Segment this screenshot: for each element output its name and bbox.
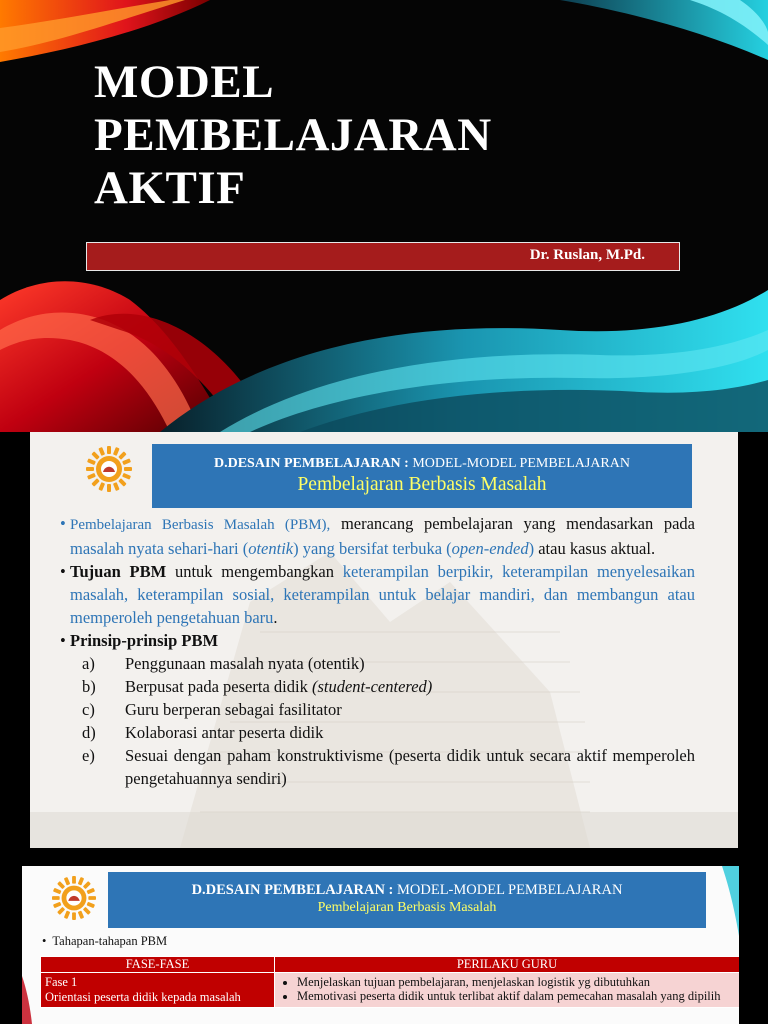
title-line-1: MODEL	[94, 56, 275, 108]
phases-label: • Tahapan-tahapan PBM	[42, 934, 168, 948]
principles-list	[70, 652, 695, 790]
table-row	[41, 973, 740, 1008]
title-line-2: PEMBELAJARAN	[94, 109, 492, 161]
column-header: PERILAKU GURU	[275, 957, 740, 973]
university-logo-icon	[86, 446, 132, 492]
list-item: e) Sesuai dengan paham konstruktivisme (peserta didik untuk secara aktif memperoleh pengetahuannya sendiri)	[82, 746, 695, 788]
university-logo-icon	[52, 876, 96, 920]
pbm-phases-slide	[22, 866, 739, 1024]
header-subtitle: Pembelajaran Berbasis Masalah	[297, 474, 547, 495]
slide-header	[108, 872, 706, 928]
pbm-principles-heading: • Prinsip-prinsip PBM	[60, 631, 219, 650]
title-line-3: AKTIF	[94, 162, 246, 214]
header-line: D.DESAIN PEMBELAJARAN : MODEL-MODEL PEMBELAJARAN	[191, 882, 623, 898]
list-item: • Memotivasi peserta didik untuk terlibat aktif dalam pemecahan masalah yang dipilih	[297, 989, 735, 1003]
column-header: FASE-FASE	[41, 957, 275, 973]
list-item: d) Kolaborasi antar peserta didik	[82, 723, 324, 742]
header-line: D.DESAIN PEMBELAJARAN : MODEL-MODEL PEMBELAJARAN	[213, 456, 630, 471]
pbm-goal: • Tujuan PBM untuk mengembangkan keterampilan berpikir, keterampilan menyelesaikan masalah, keterampilan sosial, keterampilan untuk belajar mandiri, dan membangun atau memperoleh pengetahuan baru.	[60, 562, 695, 627]
phases-table	[40, 956, 739, 1008]
author-bar	[86, 242, 680, 271]
slide-content	[60, 512, 695, 790]
header-subtitle: Pembelajaran Berbasis Masalah	[317, 900, 497, 915]
phase-cell: Fase 1 Orientasi peserta didik kepada masalah	[41, 973, 275, 1008]
slide-header	[152, 444, 692, 508]
list-item: b) Berpusat pada peserta didik (student-centered)	[82, 677, 433, 696]
pbm-slide	[30, 432, 738, 848]
list-item: a) Penggunaan masalah nyata (otentik)	[82, 654, 365, 673]
teacher-behavior-cell	[275, 973, 740, 1008]
pbm-definition: • Pembelajaran Berbasis Masalah (PBM), merancang pembelajaran yang mendasarkan pada masalah nyata sehari-hari (otentik) yang bersifat terbuka (open-ended) atau kasus aktual.	[60, 514, 695, 558]
slide-title	[94, 56, 492, 215]
list-item: • Menjelaskan tujuan pembelajaran, menjelaskan logistik yg dibutuhkan	[297, 975, 735, 989]
list-item: c) Guru berperan sebagai fasilitator	[82, 700, 342, 719]
title-slide	[0, 0, 768, 432]
table-header-row	[41, 957, 740, 973]
author-name: Dr. Ruslan, M.Pd.	[529, 247, 645, 263]
